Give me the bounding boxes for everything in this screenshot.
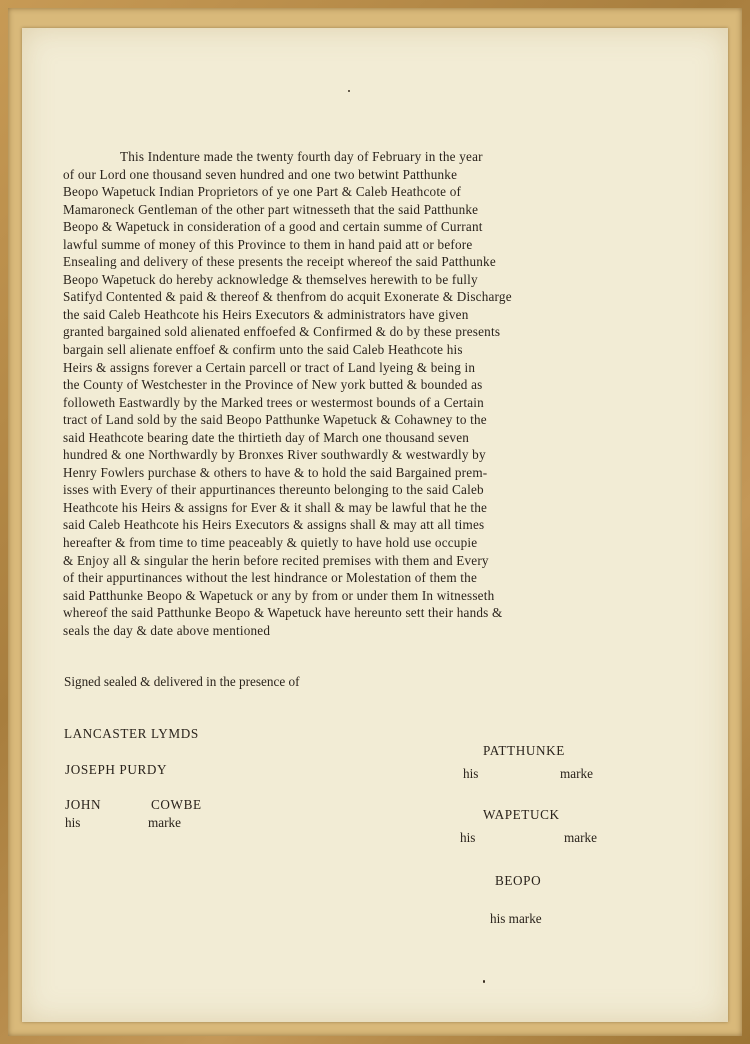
indenture-line: followeth Eastwardly by the Marked trees or westermost bounds of a Certain <box>63 394 484 410</box>
indenture-line: the County of Westchester in the Province of New york butted & bounded as <box>63 377 483 393</box>
indenture-line: Ensealing and delivery of these presents the receipt whereof the said Patthunke <box>63 254 496 270</box>
indenture-line: & Enjoy all & singular the herin before recited premises with them and Every <box>63 552 489 568</box>
indenture-line: Beopo Wapetuck Indian Proprietors of ye one Part & Caleb Heathcote of <box>63 184 462 200</box>
party-wapetuck-his: his <box>460 830 476 845</box>
indenture-line: said Heathcote bearing date the thirtieth day of March one thousand seven <box>63 429 470 445</box>
indenture-line: Mamaroneck Gentleman of the other part witnesseth that the said Patthunke <box>63 201 479 217</box>
indenture-line: said Caleb Heathcote his Heirs Executors & assigns shall & may att all times <box>63 517 485 533</box>
indenture-body <box>63 148 703 639</box>
indenture-line: This Indenture made the twenty fourth day of February in the year <box>120 149 483 164</box>
party-beopo: BEOPO <box>495 873 542 888</box>
witness-john-marke: marke <box>148 815 181 830</box>
indenture-line: Heirs & assigns forever a Certain parcell or tract of Land lyeing & being in <box>63 359 476 375</box>
indenture-line: Beopo Wapetuck do hereby acknowledge & themselves herewith to be fully <box>63 271 478 287</box>
indenture-line: seals the day & date above mentioned <box>63 622 271 638</box>
witness-john-first: JOHN <box>65 797 102 812</box>
signature-intro: Signed sealed & delivered in the presence of <box>64 674 300 689</box>
indenture-line: Satifyd Contented & paid & thereof & thenfrom do acquit Exonerate & Discharge <box>63 289 512 305</box>
party-patthunke-marke: marke <box>560 766 593 781</box>
indenture-line: Beopo & Wapetuck in consideration of a good and certain summe of Currant <box>63 219 483 235</box>
indenture-line: the said Caleb Heathcote his Heirs Executors & administrators have given <box>63 306 469 322</box>
indenture-line: whereof the said Patthunke Beopo & Wapetuck have hereunto sett their hands & <box>63 605 503 621</box>
indenture-line: hundred & one Northwardly by Bronxes River southwardly & westwardly by <box>63 447 486 463</box>
indenture-line: Heathcote his Heirs & assigns for Ever & it shall & may be lawful that he the <box>63 499 488 515</box>
party-wapetuck: WAPETUCK <box>483 807 560 822</box>
ink-speck <box>483 980 485 983</box>
ink-speck <box>348 90 350 92</box>
party-wapetuck-marke: marke <box>564 830 597 845</box>
indenture-line: of their appurtinances without the lest hindrance or Molestation of them the <box>63 570 478 586</box>
witness-cowbe-last: COWBE <box>151 797 202 812</box>
indenture-document <box>22 28 728 1022</box>
indenture-line: hereafter & from time to time peaceably & quietly to have hold use occupie <box>63 535 478 551</box>
indenture-line: granted bargained sold alienated enffoefed & Confirmed & do by these presents <box>63 324 501 340</box>
party-patthunke: PATTHUNKE <box>483 743 565 758</box>
indenture-line: bargain sell alienate enffoef & confirm unto the said Caleb Heathcote his <box>63 342 463 358</box>
indenture-line: said Patthunke Beopo & Wapetuck or any by from or under them In witnesseth <box>63 587 495 603</box>
party-patthunke-his: his <box>463 766 479 781</box>
indenture-line: lawful summe of money of this Province to them in hand paid att or before <box>63 236 473 252</box>
indenture-line: of our Lord one thousand seven hundred and one two betwint Patthunke <box>63 166 458 182</box>
indenture-line: isses with Every of their appurtinances thereunto belonging to the said Caleb <box>63 482 484 498</box>
witness-john-his: his <box>65 815 81 830</box>
party-beopo-mark: his marke <box>490 911 542 926</box>
indenture-line: Henry Fowlers purchase & others to have & to hold the said Bargained prem- <box>63 464 488 480</box>
witness-lancaster-lymds: LANCASTER LYMDS <box>64 726 199 741</box>
witness-joseph-purdy: JOSEPH PURDY <box>65 762 168 777</box>
indenture-line: tract of Land sold by the said Beopo Patthunke Wapetuck & Cohawney to the <box>63 412 487 428</box>
